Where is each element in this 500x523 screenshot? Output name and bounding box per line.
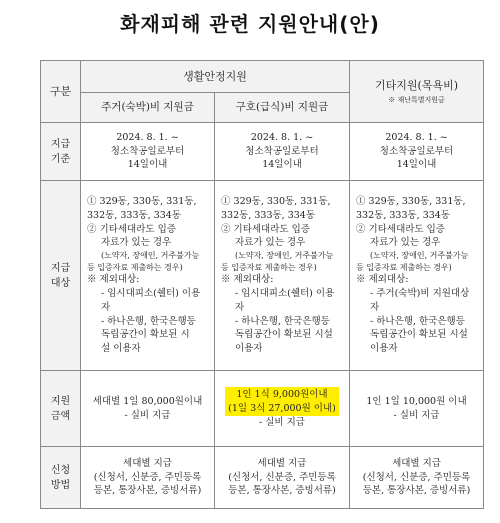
other-period-cell: 2024. 8. 1. ~ 청소착공일로부터 14일이내 <box>350 123 484 181</box>
housing-apply-cell: 세대별 지급 (신청서, 신분증, 주민등록 등본, 통장사본, 증빙서류) <box>81 447 215 509</box>
page-title: 화재피해 관련 지원안내(안) <box>120 12 380 36</box>
row-apply-method <box>41 447 484 509</box>
relief-amount-cell: 1인 1식 9,000원이내 (1일 3식 27,000원 이내) - 실비 지급 <box>215 371 350 447</box>
other-amount-cell: 1인 1일 10,000원 이내 - 실비 지급 <box>350 371 484 447</box>
row-label-amount: 지원 금액 <box>41 371 81 447</box>
housing-period-cell: 2024. 8. 1. ~ 청소착공일로부터 14일이내 <box>81 123 215 181</box>
header-group-cell: 구분 <box>41 61 81 123</box>
row-payment-target <box>41 181 484 371</box>
header-other-title: 기타지원(목욕비) <box>375 78 458 92</box>
other-target-cell: ① 329동, 330동, 331동, 332동, 333동, 334동 ② 기타세대라도 입증 자료가 있는 경우 (노약자, 장애인, 거주불가능 등 입증자료 제출하는 경우) ※ 제외대상: - 주거(숙박)비 지원대상자 - 하나은행, 한국은행등 독립공간이 확보된 시설 이용자 <box>350 181 484 371</box>
header-relief: 구호(급식)비 지원금 <box>215 93 350 123</box>
row-payment-period <box>41 123 484 181</box>
header-housing: 주거(숙박)비 지원금 <box>81 93 215 123</box>
other-apply-cell: 세대별 지급 (신청서, 신분증, 주민등록 등본, 통장사본, 증빙서류) <box>350 447 484 509</box>
housing-amount-cell: 세대별 1일 80,000원이내 - 실비 지급 <box>81 371 215 447</box>
row-label-apply: 신청 방법 <box>41 447 81 509</box>
relief-period-cell: 2024. 8. 1. ~ 청소착공일로부터 14일이내 <box>215 123 350 181</box>
header-living-support: 생활안정지원 <box>81 61 350 93</box>
row-support-amount <box>41 371 484 447</box>
header-other-note: ※ 재난특별지원금 <box>388 95 445 104</box>
row-label-target: 지급 대상 <box>41 181 81 371</box>
relief-amount-highlight: 1인 1식 9,000원이내 (1일 3식 27,000원 이내) <box>225 387 339 417</box>
row-label-period: 지급 기준 <box>41 123 81 181</box>
housing-target-cell: ① 329동, 330동, 331동, 332동, 333동, 334동 ② 기타세대라도 입증 자료가 있는 경우 (노약자, 장애인, 거주불가능 등 입증자료 제출하는 경우) ※ 제외대상: - 임시대피소(쉘터) 이용자 - 하나은행, 한국은행등 독립공간이 확보된 시 설 이용자 <box>81 181 215 371</box>
support-table <box>40 60 484 509</box>
relief-apply-cell: 세대별 지급 (신청서, 신분증, 주민등록 등본, 통장사본, 증빙서류) <box>215 447 350 509</box>
header-other-support <box>350 61 484 123</box>
relief-target-cell: ① 329동, 330동, 331동, 332동, 333동, 334동 ② 기타세대라도 입증 자료가 있는 경우 (노약자, 장애인, 거주불가능 등 입증자료 제출하는 경우) ※ 제외대상: - 임시대피소(쉘터) 이용자 - 하나은행, 한국은행등 독립공간이 확보된 시설 이용자 <box>215 181 350 371</box>
